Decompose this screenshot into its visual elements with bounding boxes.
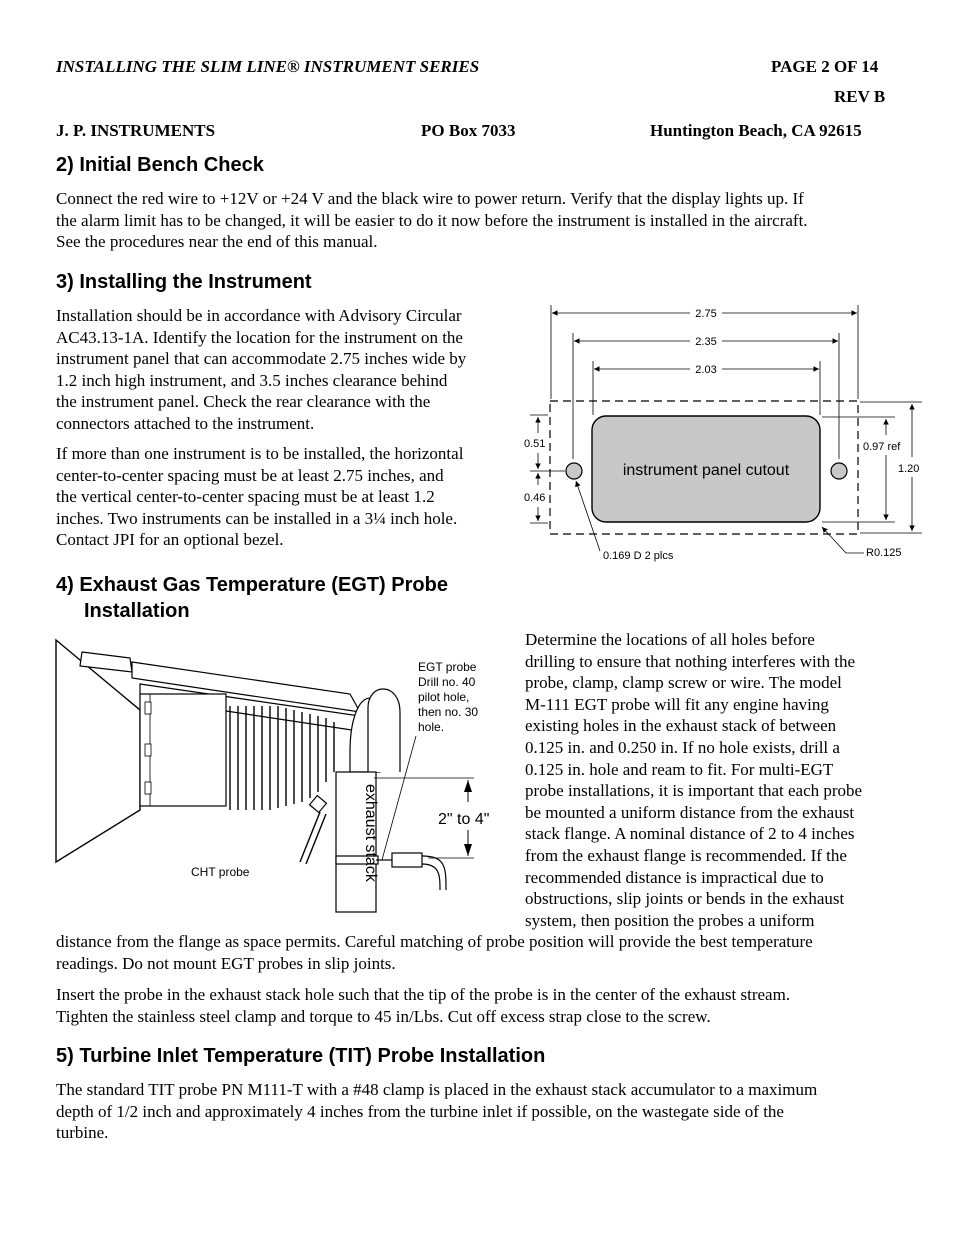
dim-2-75: 2.75 xyxy=(695,308,717,320)
text-line: Contact JPI for an optional bezel. xyxy=(56,530,284,550)
po-box: PO Box 7033 xyxy=(421,121,516,140)
cutout-label: instrument panel cutout xyxy=(622,462,790,479)
text-line: See the procedures near the end of this manual. xyxy=(56,232,378,252)
installing-paragraph-1 xyxy=(56,305,526,435)
dim-2-35: 2.35 xyxy=(695,336,717,348)
dim-0-46: 0.46 xyxy=(524,492,546,504)
heading-installing-instrument: 3) Installing the Instrument xyxy=(56,271,312,293)
text-line: obstructions, slip joints or bends in the exhaust xyxy=(525,889,845,909)
text-line: 0.125 in. and 0.250 in. If no hole exists, drill a xyxy=(525,737,840,757)
egt-right-paragraph xyxy=(525,629,905,931)
tit-paragraph xyxy=(56,1079,916,1144)
cht-probe-label: CHT probe xyxy=(191,865,250,879)
text-line: drilling to ensure that nothing interferes with the xyxy=(525,651,856,671)
text-line: Installation should be in accordance with Advisory Circular xyxy=(56,306,462,325)
dim-1-20: 1.20 xyxy=(898,463,920,475)
text-line: readings. Do not mount EGT probes in slip joints. xyxy=(56,953,396,973)
heading-tit-probe: 5) Turbine Inlet Temperature (TIT) Probe Installation xyxy=(56,1045,546,1067)
company-name: J. P. INSTRUMENTS xyxy=(56,121,216,140)
cooling-fins xyxy=(230,706,334,810)
heading-line: Installation xyxy=(84,600,190,622)
text-line: center-to-center spacing must be at least 2.75 inches, and xyxy=(56,465,444,485)
text-line: Tighten the stainless steel clamp and torque to 45 in/Lbs. Cut off excess strap close to the screw. xyxy=(56,1006,711,1026)
heading-line: 4) Exhaust Gas Temperature (EGT) Probe xyxy=(56,574,448,596)
text-line: inches. Two instruments can be installed in a 3¼ inch hole. xyxy=(56,508,458,528)
page-number: PAGE 2 OF 14 xyxy=(771,57,879,76)
panel-cutout-diagram xyxy=(510,295,930,570)
text-line: The standard TIT probe PN M111-T with a #48 clamp is placed in the exhaust stack accumulator to a maximum xyxy=(56,1080,818,1099)
egt-insert-paragraph xyxy=(56,984,916,1027)
text-line: 1.2 inch high instrument, and 3.5 inches clearance behind xyxy=(56,370,448,390)
text-line: the instrument panel. Check the rear clearance with the xyxy=(56,392,431,412)
egt-full-paragraph xyxy=(56,931,916,974)
text-line: system, then position the probes a uniform xyxy=(525,910,815,930)
revision: REV B xyxy=(834,87,886,106)
hole-note: 0.169 D 2 plcs xyxy=(603,550,674,562)
text-line: be mounted a uniform distance from the exhaust xyxy=(525,802,855,822)
text-line: 0.125 in. hole and ream to fit. For multi-EGT xyxy=(525,759,834,779)
text-line: recommended distance is impractical due to xyxy=(525,867,824,887)
text-line: connectors attached to the instrument. xyxy=(56,413,315,433)
text-line: from the exhaust flange is recommended. If the xyxy=(525,845,847,865)
text-line: M-111 EGT probe will fit any engine having xyxy=(525,694,829,714)
text-line: probe, clamp, clamp screw or wire. The model xyxy=(525,673,842,693)
egt-probe-note: EGT probe Drill no. 40 pilot hole, then no. 30 hole. xyxy=(418,660,479,734)
text-line: If more than one instrument is to be installed, the horizontal xyxy=(56,444,464,463)
heading-initial-bench-check: 2) Initial Bench Check xyxy=(56,154,264,176)
document-title: INSTALLING THE SLIM LINE® INSTRUMENT SERIES xyxy=(56,57,480,76)
radius-note: R0.125 xyxy=(866,547,902,559)
text-line: probe installations, it is important that each probe xyxy=(525,781,863,801)
installing-paragraph-2 xyxy=(56,443,526,551)
text-line: existing holes in the exhaust stack of between xyxy=(525,716,837,736)
heading-egt-probe xyxy=(56,572,448,624)
engine-cowl xyxy=(56,640,140,862)
dim-0-51: 0.51 xyxy=(524,438,546,450)
distance-label: 2" to 4" xyxy=(438,811,490,828)
text-line: stack flange. A nominal distance of 2 to 4 inches xyxy=(525,824,855,844)
mounting-hole-left xyxy=(566,463,582,479)
text-line: Determine the locations of all holes before xyxy=(525,630,815,649)
text-line: Connect the red wire to +12V or +24 V and the black wire to power return. Verify that the display lights up. If xyxy=(56,189,804,208)
bench-check-paragraph xyxy=(56,188,916,253)
dim-2-03: 2.03 xyxy=(695,364,717,376)
mounting-hole-right xyxy=(831,463,847,479)
egt-probe-diagram xyxy=(50,632,510,922)
text-line: instrument panel that can accommodate 2.75 inches wide by xyxy=(56,349,467,369)
text-line: the alarm limit has to be changed, it will be easier to do it now before the instrument is installed in the aircraft. xyxy=(56,210,808,230)
city: Huntington Beach, CA 92615 xyxy=(650,121,862,140)
text-line: Insert the probe in the exhaust stack hole such that the tip of the probe is in the center of the exhaust stream. xyxy=(56,985,791,1004)
text-line: distance from the flange as space permits. Careful matching of probe position will provide the best temperature xyxy=(56,932,813,951)
exhaust-stack-label: exhaust stack xyxy=(362,784,379,882)
text-line: the vertical center-to-center spacing must be at least 1.2 xyxy=(56,487,435,507)
text-line: AC43.13-1A. Identify the location for the instrument on the xyxy=(56,327,463,347)
cht-probe xyxy=(310,796,327,813)
text-line: turbine. xyxy=(56,1123,109,1143)
text-line: depth of 1/2 inch and approximately 4 inches from the turbine inlet if possible, on the wastegate side of the xyxy=(56,1101,784,1121)
dim-0-97-ref: 0.97 ref xyxy=(863,441,901,453)
egt-probe xyxy=(392,853,422,867)
